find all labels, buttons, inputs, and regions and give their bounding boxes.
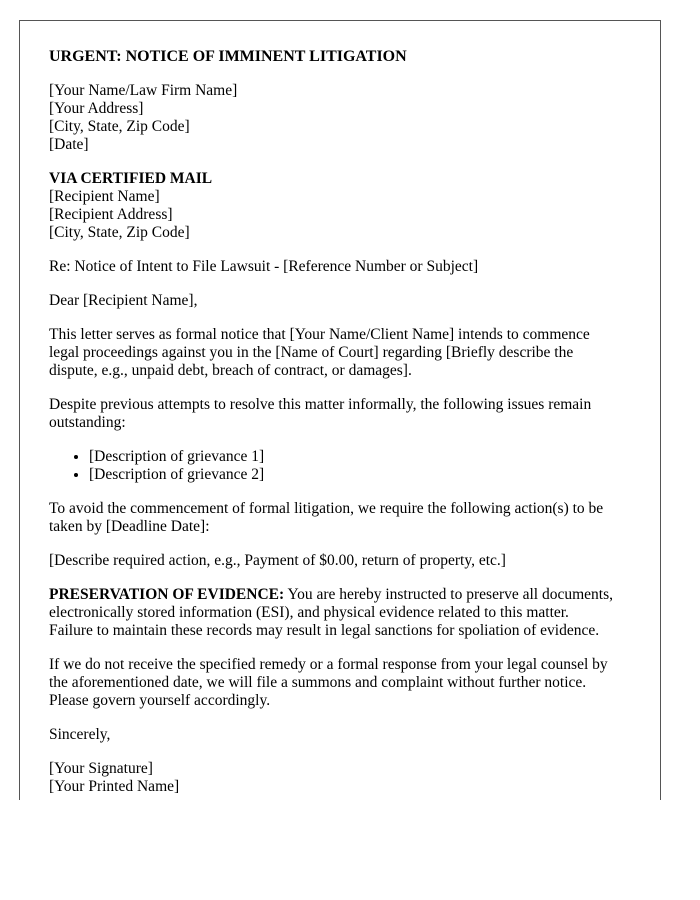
closing-paragraph: [49, 656, 649, 710]
delivery-method: VIA CERTIFIED MAIL: [49, 170, 213, 187]
grievance-list: [49, 448, 649, 484]
sender-address: [Your Address]: [49, 100, 144, 117]
paragraph-line: This letter serves as formal notice that [Your Name/Client Name] intends to commence: [49, 326, 590, 343]
preservation-paragraph: [49, 586, 649, 640]
signoff: Sincerely,: [49, 726, 111, 743]
preservation-label: PRESERVATION OF EVIDENCE:: [49, 586, 285, 603]
printed-name: [Your Printed Name]: [49, 778, 180, 795]
issues-paragraph: [49, 396, 649, 432]
required-action: [Describe required action, e.g., Payment of $0.00, return of property, etc.]: [49, 552, 506, 569]
paragraph-line: outstanding:: [49, 414, 126, 431]
subject-line: Re: Notice of Intent to File Lawsuit - [Reference Number or Subject]: [49, 258, 479, 275]
signature-block: [49, 760, 649, 796]
salutation: Dear [Recipient Name],: [49, 292, 198, 309]
paragraph-line: You are hereby instructed to preserve all documents,: [284, 586, 614, 603]
recipient-city: [City, State, Zip Code]: [49, 224, 190, 241]
list-item: • [Description of grievance 2]: [89, 466, 649, 484]
paragraph-line: Please govern yourself accordingly.: [49, 692, 271, 709]
letter-date: [Date]: [49, 136, 89, 153]
recipient-address: [Recipient Address]: [49, 206, 173, 223]
paragraph-line: taken by [Deadline Date]:: [49, 518, 210, 535]
sender-city: [City, State, Zip Code]: [49, 118, 190, 135]
list-item: • [Description of grievance 1]: [89, 448, 649, 466]
action-paragraph: [49, 500, 649, 536]
recipient-block: [49, 170, 649, 242]
paragraph-line: To avoid the commencement of formal litigation, we require the following action(s) to be: [49, 500, 604, 517]
paragraph-line: Despite previous attempts to resolve this matter informally, the following issues remain: [49, 396, 592, 413]
sender-block: [49, 82, 649, 154]
letter-body: [49, 48, 649, 796]
paragraph-line: electronically stored information (ESI), and physical evidence related to this matter.: [49, 604, 569, 621]
intro-paragraph: [49, 326, 649, 380]
signature-line: [Your Signature]: [49, 760, 153, 777]
paragraph-line: Failure to maintain these records may result in legal sanctions for spoliation of evidence.: [49, 622, 600, 639]
paragraph-line: legal proceedings against you in the [Name of Court] regarding [Briefly describe the: [49, 344, 574, 361]
paragraph-line: the aforementioned date, we will file a summons and complaint without further notice.: [49, 674, 587, 691]
recipient-name: [Recipient Name]: [49, 188, 160, 205]
paragraph-line: dispute, e.g., unpaid debt, breach of contract, or damages].: [49, 362, 412, 379]
sender-name: [Your Name/Law Firm Name]: [49, 82, 238, 99]
letter-title: URGENT: NOTICE OF IMMINENT LITIGATION: [49, 48, 407, 65]
paragraph-line: If we do not receive the specified remedy or a formal response from your legal counsel by: [49, 656, 608, 673]
